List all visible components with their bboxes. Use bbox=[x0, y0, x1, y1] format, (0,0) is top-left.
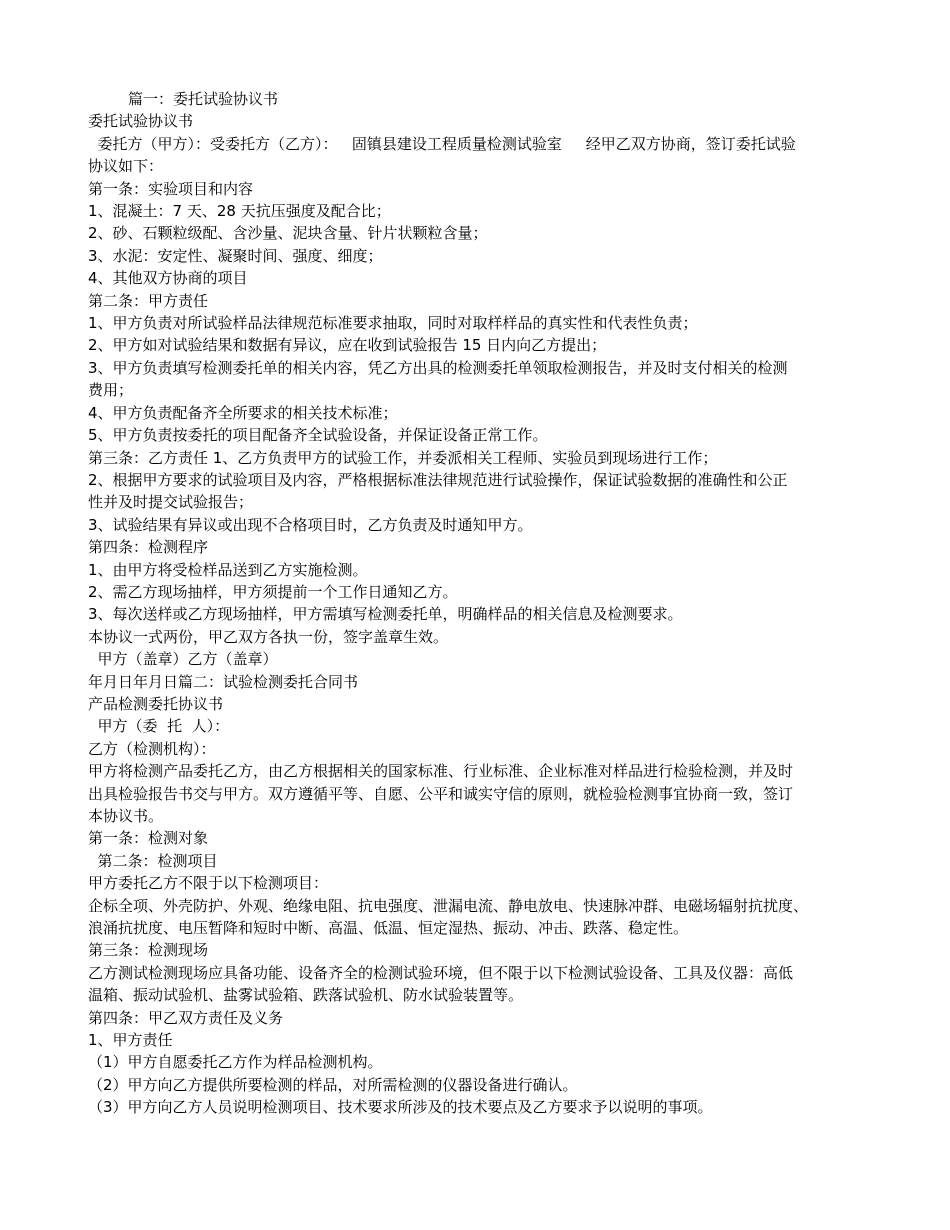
text-line: 温箱、振动试验机、盐雾试验箱、跌落试验机、防水试验装置等。 bbox=[88, 986, 524, 1005]
text-line: 3、每次送样或乙方现场抽样，甲方需填写检测委托单，明确样品的相关信息及检测要求。 bbox=[88, 605, 683, 624]
text-line: 1、甲方责任 bbox=[88, 1031, 173, 1050]
text-line: （3）甲方向乙方人员说明检测项目、技术要求所涉及的技术要点及乙方要求予以说明的事项。 bbox=[88, 1098, 713, 1117]
text-line: 乙方测试检测现场应具备功能、设备齐全的检测试验环境，但不限于以下检测试验设备、工具及仪器：高低 bbox=[88, 963, 794, 982]
text-line: 2、砂、石颗粒级配、含沙量、泥块含量、针片状颗粒含量； bbox=[88, 224, 488, 243]
text-line: 1、由甲方将受检样品送到乙方实施检测。 bbox=[88, 560, 368, 579]
text-line: 第二条：甲方责任 bbox=[88, 291, 209, 310]
text-line: 5、甲方负责按委托的项目配备齐全试验设备，并保证设备正常工作。 bbox=[88, 426, 548, 445]
text-line: 2、甲方如对试验结果和数据有异议，应在收到试验报告 15 日内向乙方提出； bbox=[88, 336, 607, 355]
text-line: 3、试验结果有异议或出现不合格项目时，乙方负责及时通知甲方。 bbox=[88, 515, 533, 534]
text-line: 甲方将检测产品委托乙方，由乙方根据相关的国家标准、行业标准、企业标准对样品进行检验检测，并及时 bbox=[88, 762, 794, 781]
text-line: 1、甲方负责对所试验样品法律规范标准要求抽取，同时对取样样品的真实性和代表性负责； bbox=[88, 314, 698, 333]
text-line: 本协议一式两份，甲乙双方各执一份，签字盖章生效。 bbox=[88, 627, 449, 646]
text-line: 本协议书。 bbox=[88, 807, 164, 825]
text-line: 第一条：检测对象 bbox=[88, 829, 209, 848]
text-line: （2）甲方向乙方提供所要检测的样品，对所需检测的仪器设备进行确认。 bbox=[88, 1075, 578, 1094]
text-line: 甲方委托乙方不限于以下检测项目： bbox=[88, 874, 329, 893]
text-line: 浪涌抗扰度、电压暂降和短时中断、高温、低温、恒定湿热、振动、冲击、跌落、稳定性。 bbox=[88, 919, 689, 938]
text-line: 第四条：检测程序 bbox=[88, 538, 209, 557]
text-line: 3、水泥：安定性、凝聚时间、强度、细度； bbox=[88, 246, 383, 265]
document-title: 篇一：委托试验协议书 bbox=[128, 90, 279, 108]
text-line: 企标全项、外壳防护、外观、绝缘电阻、抗电强度、泄漏电流、静电放电、快速脉冲群、电磁场辐射抗扰度、 bbox=[88, 896, 809, 915]
text-line: 协议如下： bbox=[88, 157, 164, 176]
text-line: 第一条：实验项目和内容 bbox=[88, 179, 254, 198]
text-line: 1、混凝土：7 天、28 天抗压强度及配合比； bbox=[88, 202, 391, 221]
text-line: 第四条：甲乙双方责任及义务 bbox=[88, 1008, 284, 1027]
text-line: 甲方（委 托 人）： bbox=[88, 717, 230, 736]
text-line: 4、甲方负责配备齐全所要求的相关技术标准； bbox=[88, 403, 398, 422]
text-line: 性并及时提交试验报告； bbox=[88, 493, 254, 512]
text-line: 委托方（甲方）：受委托方（乙方）： 固镇县建设工程质量检测试验室 经甲乙双方协商，签订委托试验 bbox=[88, 134, 796, 153]
text-line: 费用； bbox=[88, 381, 134, 400]
text-line: 2、需乙方现场抽样，甲方须提前一个工作日通知乙方。 bbox=[88, 582, 458, 601]
text-line: 甲方（盖章）乙方（盖章） bbox=[88, 650, 278, 669]
text-line: 第三条：乙方责任 1、乙方负责甲方的试验工作，并委派相关工程师、实验员到现场进行工作； bbox=[88, 448, 718, 467]
text-line: 年月日年月日篇二：试验检测委托合同书 bbox=[88, 672, 359, 691]
text-line: 第二条：检测项目 bbox=[88, 851, 218, 870]
text-line: 3、甲方负责填写检测委托单的相关内容，凭乙方出具的检测委托单领取检测报告，并及时支付相关的检测 bbox=[88, 358, 788, 377]
text-line: 产品检测委托协议书 bbox=[88, 694, 224, 713]
text-line: 第三条：检测现场 bbox=[88, 941, 209, 960]
text-line: （1）甲方自愿委托乙方作为样品检测机构。 bbox=[88, 1053, 383, 1072]
text-line: 委托试验协议书 bbox=[88, 112, 194, 131]
text-line: 4、其他双方协商的项目 bbox=[88, 269, 248, 288]
text-line: 2、根据甲方要求的试验项目及内容，严格根据标准法律规范进行试验操作，保证试验数据的准确性和公正 bbox=[88, 470, 788, 489]
text-line: 出具检验报告书交与甲方。双方遵循平等、自愿、公平和诚实守信的原则，就检验检测事宜协商一致，签订 bbox=[88, 784, 794, 803]
text-line: 乙方（检测机构）： bbox=[88, 739, 216, 758]
